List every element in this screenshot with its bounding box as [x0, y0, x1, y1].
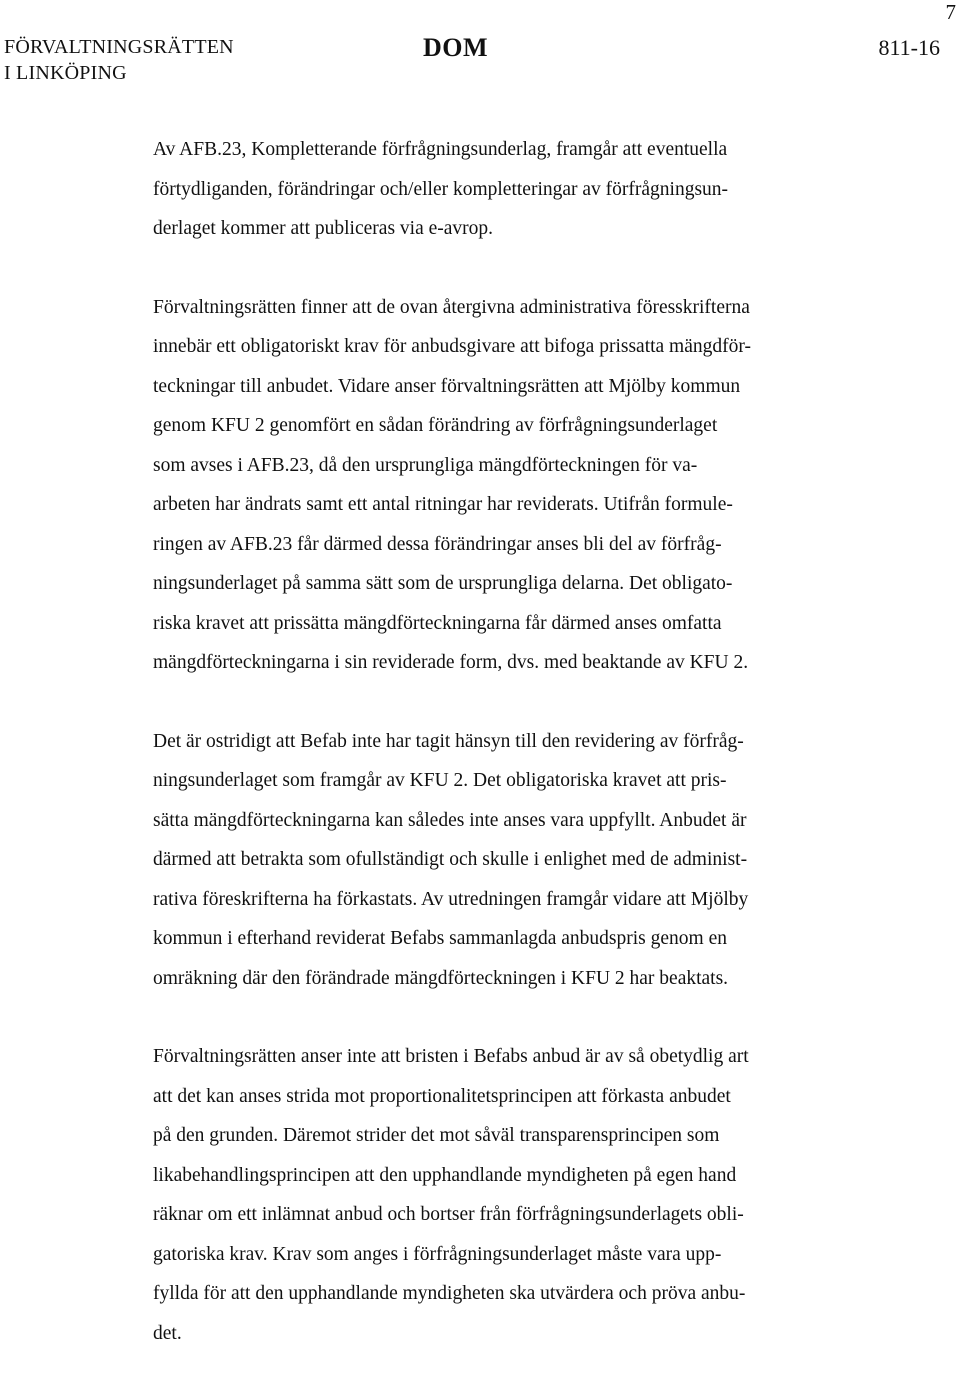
- text-line: genom KFU 2 genomfört en sådan förändring av förfrågningsunderlaget: [153, 415, 718, 436]
- page-number: 7: [945, 0, 956, 24]
- text-line: Av AFB.23, Kompletterande förfrågningsunderlag, framgår att eventuella: [153, 139, 728, 160]
- text-line: teckningar till anbudet. Vidare anser förvaltningsrätten att Mjölby kommun: [153, 375, 741, 397]
- paragraph: [153, 722, 853, 999]
- text-line: riska kravet att prissätta mängdförteckningarna får därmed anses omfatta: [153, 612, 722, 634]
- text-line: förtydliganden, förändringar och/eller kompletteringar av förfrågningsun-: [153, 178, 729, 200]
- text-line: likabehandlingsprincipen att den upphandlande myndigheten på egen hand: [153, 1164, 737, 1186]
- text-line: fyllda för att den upphandlande myndigheten ska utvärdera och pröva anbu-: [153, 1283, 746, 1304]
- case-number: 811-16: [878, 35, 940, 60]
- paragraph: [153, 130, 853, 249]
- court-name-line-1: FÖRVALTNINGSRÄTTEN: [4, 36, 234, 58]
- text-line: ningsunderlaget på samma sätt som de ursprungliga delarna. Det obligato-: [153, 573, 733, 594]
- text-line: derlaget kommer att publiceras via e-avrop.: [153, 218, 494, 239]
- text-line: mängdförteckningarna i sin reviderade form, dvs. med beaktande av KFU 2.: [153, 652, 749, 673]
- text-line: Det är ostridigt att Befab inte har tagit hänsyn till den revidering av förfråg-: [153, 730, 744, 752]
- text-line: det.: [153, 1322, 182, 1344]
- text-line: omräkning där den förändrade mängdförteckningen i KFU 2 har beaktats.: [153, 967, 729, 989]
- text-line: sätta mängdförteckningarna kan således inte anses vara uppfyllt. Anbudet är: [153, 809, 747, 831]
- text-line: Förvaltningsrätten finner att de ovan återgivna administrativa föresskrifterna: [153, 296, 750, 318]
- document-type: DOM: [423, 33, 489, 62]
- text-line: därmed att betrakta som ofullständigt och skulle i enlighet med de administ-: [153, 849, 748, 870]
- paragraph: [153, 288, 853, 683]
- text-line: innebär ett obligatoriskt krav för anbudsgivare att bifoga prissatta mängdför-: [153, 336, 751, 357]
- text-line: som avses i AFB.23, då den ursprungliga mängdförteckningen för va-: [153, 454, 698, 476]
- text-line: ringen av AFB.23 får därmed dessa förändringar anses bli del av förfråg-: [153, 533, 722, 555]
- text-line: ningsunderlaget som framgår av KFU 2. Det obligatoriska kravet att pris-: [153, 770, 727, 791]
- text-line: Förvaltningsrätten anser inte att bristen i Befabs anbud är av så obetydlig art: [153, 1046, 749, 1067]
- document-body: [153, 130, 853, 1392]
- text-line: rativa föreskrifterna ha förkastats. Av utredningen framgår vidare att Mjölby: [153, 888, 749, 910]
- text-line: räknar om ett inlämnat anbud och bortser från förfrågningsunderlagets obli-: [153, 1204, 744, 1225]
- court-name: [4, 34, 234, 86]
- text-line: på den grunden. Däremot strider det mot såväl transparensprincipen som: [153, 1125, 720, 1146]
- text-line: att det kan anses strida mot proportionalitetsprincipen att förkasta anbudet: [153, 1085, 731, 1107]
- paragraph: [153, 1037, 853, 1353]
- court-name-line-2: I LINKÖPING: [4, 62, 127, 84]
- text-line: arbeten har ändrats samt ett antal ritningar har reviderats. Utifrån formule-: [153, 494, 733, 515]
- text-line: gatoriska krav. Krav som anges i förfrågningsunderlaget måste vara upp-: [153, 1243, 722, 1265]
- text-line: kommun i efterhand reviderat Befabs sammanlagda anbudspris genom en: [153, 928, 727, 949]
